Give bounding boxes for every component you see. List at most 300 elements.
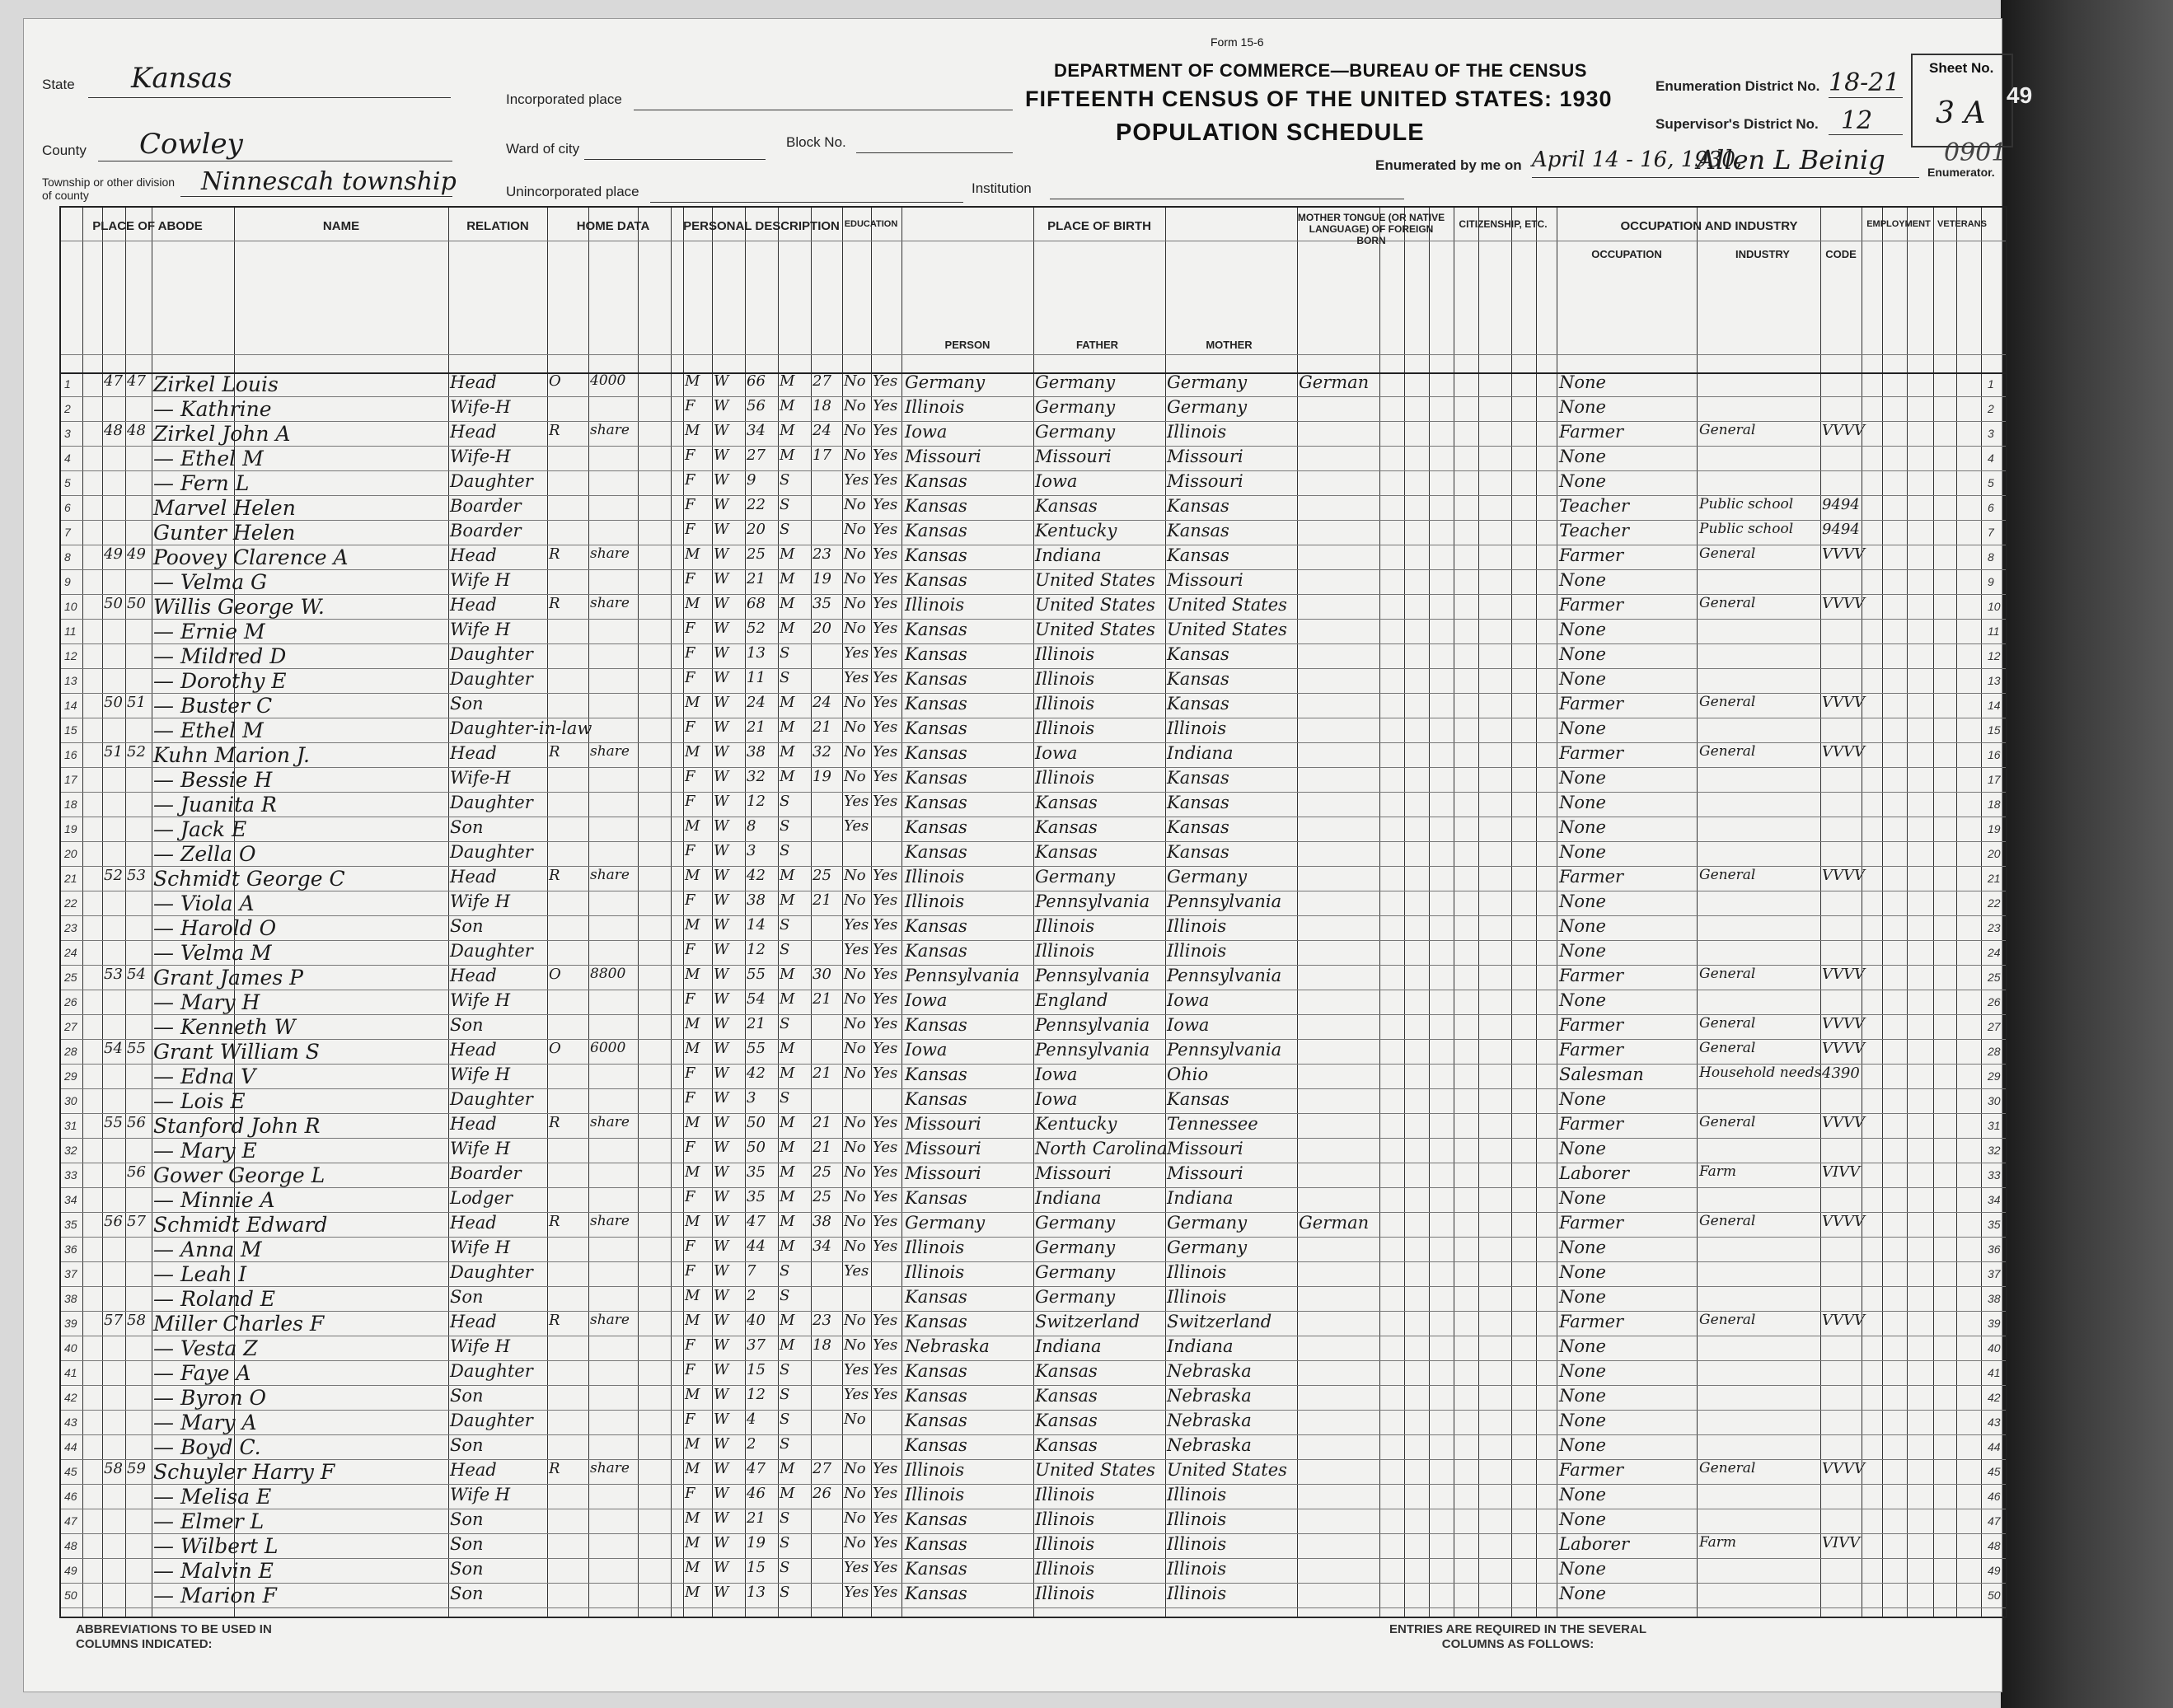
cell-fb: Missouri — [1035, 1163, 1112, 1183]
cell-rd: Yes — [873, 1213, 898, 1230]
cell-dw: 52 — [104, 867, 123, 884]
cell-age: 3 — [747, 1089, 756, 1107]
row-number: 9 — [64, 575, 71, 588]
cell-rd: Yes — [873, 1485, 898, 1502]
cell-name: — Mary H — [153, 990, 260, 1014]
cell-name: — Kenneth W — [153, 1015, 296, 1039]
cell-rd: Yes — [873, 1584, 898, 1601]
cell-age: 12 — [747, 1386, 766, 1403]
cell-rel: Lodger — [450, 1188, 513, 1208]
cell-occ: None — [1559, 1361, 1606, 1381]
cell-ind: General — [1699, 1040, 1756, 1056]
cell-sex: F — [685, 669, 695, 686]
cell-mar: M — [780, 447, 795, 464]
cell-name: — Bessie H — [153, 768, 273, 792]
row-number-right: 1 — [1988, 377, 1994, 391]
cell-mar: M — [780, 990, 795, 1008]
cell-own: R — [549, 867, 560, 884]
cell-fb: Kentucky — [1035, 1114, 1117, 1134]
cell-mar: S — [780, 1386, 790, 1403]
cell-pb: Illinois — [905, 397, 965, 417]
cell-pb: Illinois — [905, 1262, 965, 1282]
cell-mb: Illinois — [1167, 1509, 1227, 1529]
cell-name: — Wilbert L — [153, 1534, 279, 1558]
cell-name: — Roland E — [153, 1287, 276, 1311]
cell-sch: No — [844, 1163, 866, 1181]
cell-fam: 58 — [127, 1312, 146, 1329]
census-title: FIFTEENTH CENSUS OF THE UNITED STATES: 1930 — [1025, 87, 1613, 111]
enum-district-line — [1829, 97, 1903, 98]
cell-mb: United States — [1167, 1460, 1287, 1480]
cell-name: — Faye A — [153, 1361, 251, 1385]
cell-sex: F — [685, 397, 695, 414]
row-number: 42 — [64, 1391, 77, 1404]
row-number-right: 29 — [1988, 1069, 2001, 1083]
cell-am: 27 — [813, 372, 831, 390]
cell-pb: Kansas — [905, 1089, 967, 1109]
cell-fam: 56 — [127, 1163, 146, 1181]
cell-sex: M — [685, 372, 700, 390]
cell-age: 44 — [747, 1238, 766, 1255]
cell-pb: Iowa — [905, 422, 948, 442]
cell-name: Kuhn Marion J. — [153, 743, 310, 767]
cell-name: — Ethel M — [153, 447, 264, 470]
cell-sex: F — [685, 1139, 695, 1156]
cell-occ: Farmer — [1559, 694, 1624, 714]
table-row — [61, 743, 2006, 768]
row-number-right: 43 — [1988, 1416, 2001, 1429]
cell-rd: Yes — [873, 669, 898, 686]
cell-fam: 47 — [127, 372, 146, 390]
table-row — [61, 1238, 2006, 1262]
cell-fb: Pennsylvania — [1035, 1015, 1150, 1035]
cell-race: W — [714, 1336, 729, 1354]
cell-val: share — [590, 1213, 630, 1229]
cell-fb: Pennsylvania — [1035, 966, 1150, 985]
cell-ind: General — [1699, 545, 1756, 562]
cell-race: W — [714, 768, 729, 785]
cell-name: Miller Charles F — [153, 1312, 325, 1336]
cell-mb: Iowa — [1167, 990, 1210, 1010]
cell-am: 17 — [813, 447, 831, 464]
cell-rd: Yes — [873, 990, 898, 1008]
cell-name: Stanford John R — [153, 1114, 321, 1138]
cell-fb: Kansas — [1035, 1386, 1098, 1406]
abbrev-title: ABBREVIATIONS TO BE USED IN COLUMNS INDICATED: — [76, 1622, 272, 1651]
cell-race: W — [714, 1114, 729, 1131]
cell-sch: No — [844, 1460, 866, 1477]
table-row — [61, 1015, 2006, 1040]
row-number-right: 47 — [1988, 1514, 2001, 1528]
cell-occ: None — [1559, 990, 1606, 1010]
row-number-right: 38 — [1988, 1292, 2001, 1305]
cell-age: 55 — [747, 966, 766, 983]
cell-sex: F — [685, 793, 695, 810]
cell-fb: Indiana — [1035, 1188, 1102, 1208]
row-number: 4 — [64, 452, 71, 465]
cell-sex: F — [685, 1065, 695, 1082]
cell-occ: Farmer — [1559, 595, 1624, 615]
cell-mar: M — [780, 1040, 795, 1057]
cell-mb: Illinois — [1167, 1584, 1227, 1603]
cell-rel: Son — [450, 1509, 484, 1529]
cell-mb: Missouri — [1167, 447, 1243, 466]
table-row — [61, 1509, 2006, 1534]
cell-mb: Kansas — [1167, 545, 1229, 565]
cell-name: — Fern L — [153, 471, 250, 495]
cell-ind: General — [1699, 1213, 1756, 1229]
cell-own: R — [549, 545, 560, 563]
cell-sch: No — [844, 496, 866, 513]
row-number-right: 48 — [1988, 1539, 2001, 1552]
row-number-right: 5 — [1988, 476, 1994, 489]
row-number: 50 — [64, 1589, 77, 1602]
ward-label: Ward of city — [506, 141, 580, 157]
row-number: 24 — [64, 946, 77, 959]
cell-cd: VVVV — [1822, 595, 1865, 612]
cell-fb: Illinois — [1035, 1485, 1095, 1504]
cell-occ: Farmer — [1559, 1312, 1624, 1331]
cell-fb: Indiana — [1035, 545, 1102, 565]
cell-occ: None — [1559, 644, 1606, 664]
cell-mb: Kansas — [1167, 496, 1229, 516]
cell-occ: None — [1559, 1485, 1606, 1504]
cell-occ: None — [1559, 1584, 1606, 1603]
cell-fb: Illinois — [1035, 669, 1095, 689]
cell-mar: S — [780, 1509, 790, 1527]
cell-mar: M — [780, 545, 795, 563]
row-number-right: 9 — [1988, 575, 1994, 588]
cell-occ: Farmer — [1559, 1114, 1624, 1134]
cell-sch: No — [844, 1015, 866, 1032]
cell-rel: Son — [450, 817, 484, 837]
row-number-right: 32 — [1988, 1144, 2001, 1157]
table-row — [61, 842, 2006, 867]
incorporated-label: Incorporated place — [506, 91, 622, 107]
cell-age: 40 — [747, 1312, 766, 1329]
cell-pb: Iowa — [905, 1040, 948, 1060]
cell-fb: Kentucky — [1035, 521, 1117, 540]
cell-mar: S — [780, 793, 790, 810]
cell-race: W — [714, 1485, 729, 1502]
cell-am: 21 — [813, 891, 831, 909]
cell-am: 21 — [813, 1065, 831, 1082]
row-number: 15 — [64, 723, 77, 737]
cell-pb: Kansas — [905, 1015, 967, 1035]
cell-rel: Head — [450, 867, 497, 887]
row-number-right: 4 — [1988, 452, 1994, 465]
cell-cd: VVVV — [1822, 694, 1865, 711]
cell-mar: M — [780, 1336, 795, 1354]
table-row — [61, 694, 2006, 718]
cell-race: W — [714, 941, 729, 958]
cell-rel: Daughter — [450, 1089, 533, 1109]
cell-am: 19 — [813, 768, 831, 785]
cell-sch: No — [844, 718, 866, 736]
cell-am: 26 — [813, 1485, 831, 1502]
cell-sch: No — [844, 1485, 866, 1502]
cell-own: R — [549, 743, 560, 760]
cell-cd: VVVV — [1822, 1040, 1865, 1057]
cell-sex: M — [685, 545, 700, 563]
cell-mar: M — [780, 1238, 795, 1255]
cell-occ: None — [1559, 669, 1606, 689]
cell-race: W — [714, 372, 729, 390]
cell-age: 27 — [747, 447, 766, 464]
table-row — [61, 1435, 2006, 1460]
cell-own: R — [549, 422, 560, 439]
cell-cd: VVVV — [1822, 545, 1865, 563]
cell-fb: Illinois — [1035, 694, 1095, 714]
cell-sch: No — [844, 397, 866, 414]
cell-sch: No — [844, 372, 866, 390]
enumerated-line — [1532, 177, 1919, 178]
cell-occ: Farmer — [1559, 743, 1624, 763]
row-number-right: 40 — [1988, 1341, 2001, 1355]
cell-occ: None — [1559, 570, 1606, 590]
cell-pb: Kansas — [905, 1287, 967, 1307]
cell-val: 8800 — [590, 966, 626, 982]
table-row — [61, 867, 2006, 891]
cell-rd: Yes — [873, 694, 898, 711]
cell-occ: None — [1559, 1411, 1606, 1430]
cell-occ: Laborer — [1559, 1163, 1630, 1183]
cell-sex: M — [685, 1509, 700, 1527]
cell-am: 24 — [813, 422, 831, 439]
cell-am: 23 — [813, 545, 831, 563]
cell-fam: 56 — [127, 1114, 146, 1131]
cell-mb: Kansas — [1167, 842, 1229, 862]
row-number-right: 36 — [1988, 1242, 2001, 1256]
cell-occ: Farmer — [1559, 966, 1624, 985]
cell-mb: Indiana — [1167, 1336, 1234, 1356]
cell-mb: Illinois — [1167, 916, 1227, 936]
cell-race: W — [714, 471, 729, 489]
cell-pb: Kansas — [905, 1188, 967, 1208]
cell-rel: Son — [450, 1584, 484, 1603]
cell-age: 56 — [747, 397, 766, 414]
cell-occ: None — [1559, 1089, 1606, 1109]
cell-sch: No — [844, 1139, 866, 1156]
cell-fb: North Carolina — [1035, 1139, 1168, 1158]
cell-mb: Germany — [1167, 397, 1248, 417]
table-row — [61, 1584, 2006, 1608]
cell-race: W — [714, 1065, 729, 1082]
cell-fb: Indiana — [1035, 1336, 1102, 1356]
table-row — [61, 521, 2006, 545]
cell-age: 37 — [747, 1336, 766, 1354]
cell-name: — Boyd C. — [153, 1435, 261, 1459]
sheet-value: 3 A — [1936, 96, 1986, 130]
cell-mar: S — [780, 1534, 790, 1551]
cell-ind: General — [1699, 966, 1756, 982]
cell-fb: Germany — [1035, 867, 1116, 887]
cell-dw: 51 — [104, 743, 123, 760]
cell-fb: Germany — [1035, 422, 1116, 442]
cell-sex: M — [685, 916, 700, 934]
cell-occ: None — [1559, 447, 1606, 466]
cell-sex: M — [685, 966, 700, 983]
cell-rel: Head — [450, 595, 497, 615]
cell-mar: M — [780, 1114, 795, 1131]
cell-rel: Son — [450, 1559, 484, 1579]
cell-mar: S — [780, 1559, 790, 1576]
unincorporated-line — [650, 202, 963, 203]
cell-age: 47 — [747, 1213, 766, 1230]
cell-occ: None — [1559, 372, 1606, 392]
row-number-right: 8 — [1988, 550, 1994, 564]
cell-mar: M — [780, 1485, 795, 1502]
cell-mb: Kansas — [1167, 1089, 1229, 1109]
cell-name: Zirkel John A — [153, 422, 291, 446]
cell-mar: M — [780, 891, 795, 909]
cell-sex: F — [685, 718, 695, 736]
cell-sex: M — [685, 743, 700, 760]
row-number-right: 49 — [1988, 1564, 2001, 1577]
cell-mb: Illinois — [1167, 941, 1227, 961]
cell-fb: Kansas — [1035, 793, 1098, 812]
cell-pb: Kansas — [905, 521, 967, 540]
cell-sch: Yes — [844, 1361, 869, 1378]
state-label: State — [42, 77, 75, 92]
cell-rel: Son — [450, 1435, 484, 1455]
cell-race: W — [714, 842, 729, 859]
cell-cd: VVVV — [1822, 1312, 1865, 1329]
table-row — [61, 1411, 2006, 1435]
scan-edge-shadow — [2001, 0, 2173, 1708]
row-number: 18 — [64, 798, 77, 811]
cell-rel: Son — [450, 1287, 484, 1307]
cell-name: — Vesta Z — [153, 1336, 258, 1360]
cell-pb: Missouri — [905, 1163, 981, 1183]
cell-cd: VVVV — [1822, 1015, 1865, 1032]
cell-val: share — [590, 743, 630, 760]
cell-rel: Daughter — [450, 1361, 533, 1381]
cell-sex: M — [685, 1312, 700, 1329]
cell-age: 12 — [747, 793, 766, 810]
cell-occ: Farmer — [1559, 545, 1624, 565]
table-row — [61, 570, 2006, 595]
cell-pb: Missouri — [905, 447, 981, 466]
cell-rd: Yes — [873, 1312, 898, 1329]
table-row — [61, 1485, 2006, 1509]
row-number: 23 — [64, 921, 77, 934]
cell-occ: None — [1559, 471, 1606, 491]
cell-fb: Illinois — [1035, 1559, 1095, 1579]
table-row — [61, 817, 2006, 842]
cell-mb: Illinois — [1167, 422, 1227, 442]
cell-ind: Farm — [1699, 1534, 1737, 1551]
cell-mar: M — [780, 694, 795, 711]
cell-age: 15 — [747, 1559, 766, 1576]
cell-sex: F — [685, 471, 695, 489]
group-occupation: OCCUPATION AND INDUSTRY — [1620, 219, 1798, 233]
cell-mb: Indiana — [1167, 1188, 1234, 1208]
cell-name: Marvel Helen — [153, 496, 296, 520]
cell-name: — Harold O — [153, 916, 277, 940]
cell-occ: Farmer — [1559, 1015, 1624, 1035]
cell-rel: Head — [450, 372, 497, 392]
cell-rel: Son — [450, 1534, 484, 1554]
cell-rd: Yes — [873, 1065, 898, 1082]
cell-rel: Head — [450, 1040, 497, 1060]
cell-tongue: German — [1299, 372, 1370, 392]
cell-ind: General — [1699, 867, 1756, 883]
row-number: 11 — [64, 625, 77, 638]
cell-mb: Kansas — [1167, 793, 1229, 812]
row-number-right: 10 — [1988, 600, 2001, 613]
cell-mar: S — [780, 471, 790, 489]
table-row — [61, 669, 2006, 694]
group-citizenship: CITIZENSHIP, ETC. — [1459, 218, 1548, 230]
cell-rel: Wife H — [450, 570, 511, 590]
cell-mar: M — [780, 1213, 795, 1230]
cell-sex: M — [685, 1163, 700, 1181]
cell-name: — Melisa E — [153, 1485, 272, 1509]
cell-age: 21 — [747, 1509, 766, 1527]
cell-pb: Kansas — [905, 570, 967, 590]
row-number-right: 25 — [1988, 971, 2001, 984]
cell-fam: 59 — [127, 1460, 146, 1477]
col-father: FATHER — [1075, 339, 1119, 351]
cell-ind: General — [1699, 422, 1756, 438]
group-veterans: VETERANS — [1937, 219, 1987, 229]
cell-occ: None — [1559, 817, 1606, 837]
cell-mar: S — [780, 1361, 790, 1378]
unincorporated-label: Unincorporated place — [506, 184, 639, 199]
cell-rel: Head — [450, 1460, 497, 1480]
row-number-right: 24 — [1988, 946, 2001, 959]
cell-mb: Indiana — [1167, 743, 1234, 763]
table-row — [61, 1163, 2006, 1188]
row-number: 35 — [64, 1218, 77, 1231]
cell-pb: Illinois — [905, 1460, 965, 1480]
cell-fam: 53 — [127, 867, 146, 884]
row-number-right: 14 — [1988, 699, 2001, 712]
cell-am: 32 — [813, 743, 831, 760]
table-row — [61, 1312, 2006, 1336]
cell-val: 6000 — [590, 1040, 626, 1056]
cell-pb: Kansas — [905, 1386, 967, 1406]
cell-rel: Daughter — [450, 669, 533, 689]
cell-sex: M — [685, 1015, 700, 1032]
cell-rd: Yes — [873, 545, 898, 563]
cell-mar: M — [780, 1460, 795, 1477]
cell-race: W — [714, 1386, 729, 1403]
cell-dw: 57 — [104, 1312, 123, 1329]
enumerated-label: Enumerated by me on — [1375, 157, 1522, 173]
cell-race: W — [714, 1411, 729, 1428]
cell-sex: M — [685, 595, 700, 612]
cell-sch: Yes — [844, 1559, 869, 1576]
cell-mb: Germany — [1167, 867, 1248, 887]
cell-sch: Yes — [844, 941, 869, 958]
table-row — [61, 1287, 2006, 1312]
cell-occ: None — [1559, 1509, 1606, 1529]
cell-name: — Ernie M — [153, 620, 265, 643]
table-row — [61, 1559, 2006, 1584]
cell-pb: Kansas — [905, 644, 967, 664]
cell-mb: Missouri — [1167, 1139, 1243, 1158]
cell-ind: General — [1699, 1114, 1756, 1130]
cell-sex: M — [685, 1213, 700, 1230]
cell-rel: Wife H — [450, 891, 511, 911]
cell-sex: M — [685, 1534, 700, 1551]
cell-sex: F — [685, 644, 695, 662]
cell-race: W — [714, 891, 729, 909]
table-row — [61, 891, 2006, 916]
county-label: County — [42, 143, 87, 158]
